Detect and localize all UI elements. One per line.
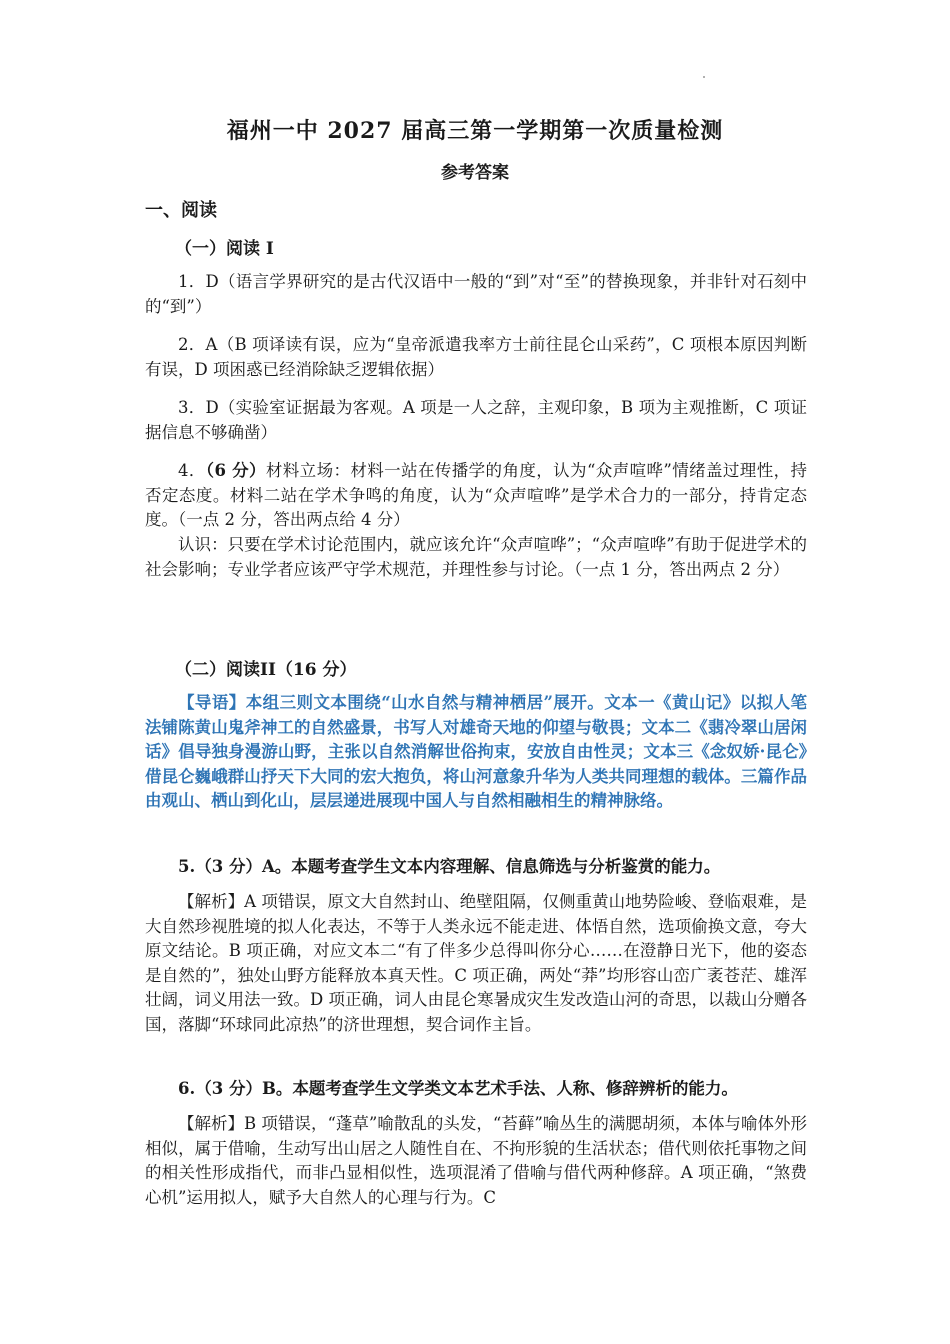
- question-6-heading: 6.（3 分）B。本题考查学生文学类文本艺术手法、人称、修辞辨析的能力。: [178, 1079, 738, 1098]
- question-5-heading: 5.（3 分）A。本题考查学生文本内容理解、信息筛选与分析鉴赏的能力。: [178, 857, 721, 876]
- subsection-heading-reading-2: （二）阅读II（16 分）: [175, 660, 357, 680]
- document-title: 福州一中 2027 届高三第一学期第一次质量检测: [226, 118, 724, 144]
- scan-dot: [703, 76, 705, 78]
- document-subtitle: 参考答案: [441, 163, 509, 183]
- answer-4-understanding: 认识：只要在学术讨论范围内，就应该允许“众声喧哗”；“众声喧哗”有助于促进学术的社会影响；专业学者应该严守学术规范，并理性参与讨论。（一点 1 分，答出两点 2 分）: [145, 535, 807, 579]
- intro-paragraph: 【导语】本组三则文本围绕“山水自然与精神栖居”展开。文本一《黄山记》以拟人笔法铺陈黄山鬼斧神工的自然盛景，书写人对雄奇天地的仰望与敬畏；文本二《翡冷翠山居闲话》倡导独身漫游山野，主张以自然消解世俗拘束，安放自由性灵；文本三《念奴娇·昆仑》借昆仑巍峨群山抒天下大同的宏大抱负，将山河意象升华为人类共同理想的载体。三篇作品由观山、栖山到化山，层层递进展现中国人与自然相融相生的精神脉络。: [145, 693, 807, 810]
- section-heading-reading: 一、阅读: [145, 200, 217, 221]
- answer-4: [145, 459, 807, 533]
- answer-4-score: （6 分）: [205, 461, 266, 480]
- answer-1: 1．D（语言学界研究的是古代汉语中一般的“到”对“至”的替换现象，并非针对石刻中的“到”）: [145, 272, 807, 316]
- answer-4-text: 材料立场：材料一站在传播学的角度，认为“众声喧哗”情绪盖过理性，持否定态度。材料二站在学术争鸣的角度，认为“众声喧哗”是学术合力的一部分，持肯定态度。（一点 2 分，答出两点给 4 分）: [145, 461, 807, 529]
- answer-4-number: 4．: [178, 461, 206, 480]
- answer-3: 3．D（实验室证据最为客观。A 项是一人之辞，主观印象，B 项为主观推断，C 项证据信息不够确凿）: [145, 398, 807, 442]
- subsection-heading-reading-1: （一）阅读 I: [175, 239, 274, 259]
- answer-2: 2．A（B 项译读有误，应为“皇帝派遣我率方士前往昆仑山采药”，C 项根本原因判断有误，D 项困惑已经消除缺乏逻辑依据）: [145, 335, 807, 379]
- question-6-analysis: 【解析】B 项错误，“蓬草”喻散乱的头发，“苔藓”喻丛生的满腮胡须，本体与喻体外形相似，属于借喻，生动写出山居之人随性自在、不拘形貌的生活状态；借代则依托事物之间的相关性形成指代，而非凸显相似性，选项混淆了借喻与借代两种修辞。A 项正确，“煞费心机”运用拟人，赋予大自然人的心理与行为。C: [145, 1114, 807, 1207]
- question-5-analysis: 【解析】A 项错误，原文大自然封山、绝壁阻隔，仅侧重黄山地势险峻、登临艰难，是大自然珍视胜境的拟人化表达，不等于人类永远不能走进、体悟自然，选项偷换文意，夸大原文结论。B 项正确，对应文本二“有了伴多少总得叫你分心……在澄静日光下，他的姿态是自然的”，独处山野方能释放本真天性。C 项正确，两处“莽”均形容山峦广袤苍茫、雄浑壮阔，词义用法一致。D 项正确，词人由昆仑寒暑成灾生发改造山河的奇思，以裁山分赠各国，落脚“环球同此凉热”的济世理想，契合词作主旨。: [145, 892, 807, 1034]
